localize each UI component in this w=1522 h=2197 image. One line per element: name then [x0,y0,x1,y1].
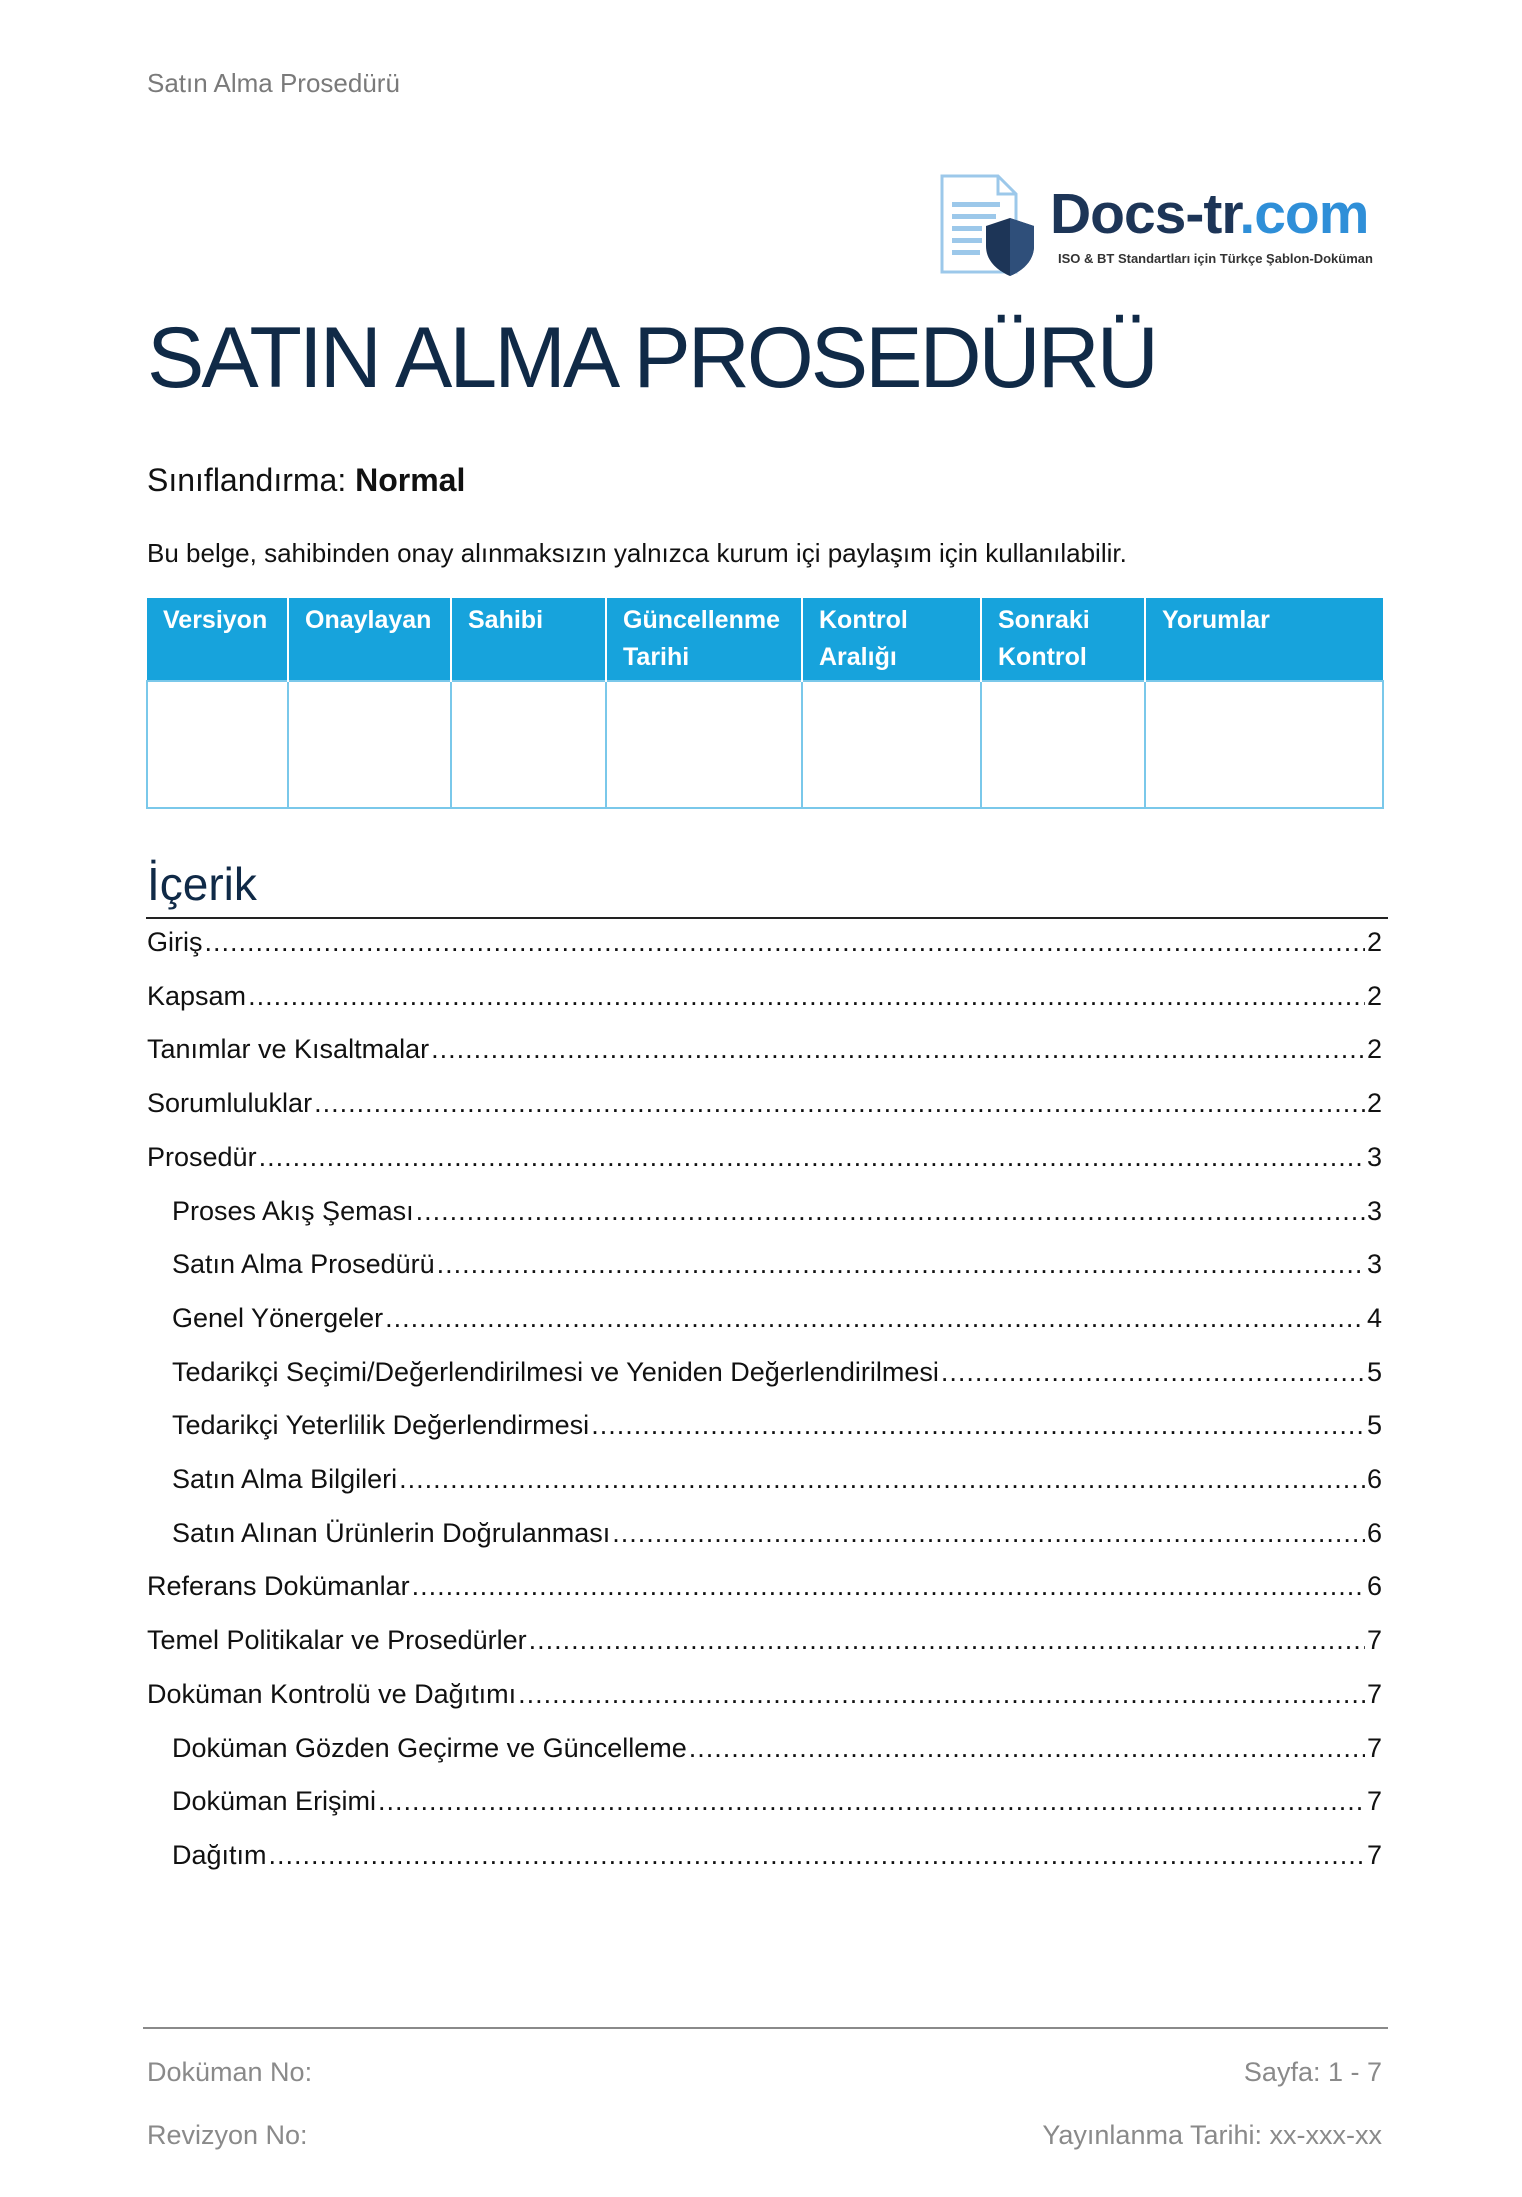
toc-leader-dots [399,1462,1365,1496]
footer-publish-date: Yayınlanma Tarihi: xx-xxx-xx [1042,2120,1382,2150]
toc-leader-dots [378,1784,1365,1818]
toc-entry-label: Genel Yönergeler [172,1303,384,1333]
toc-entry[interactable] [172,1247,1382,1281]
toc-entry-page: 6 [1366,1571,1382,1601]
toc-entry-page: 4 [1366,1303,1382,1333]
toc-entry[interactable] [172,1784,1382,1818]
logo-name-part1: Docs-tr [1050,182,1240,246]
toc-entry-page: 3 [1366,1142,1382,1172]
classification [147,462,465,499]
toc-entry-label: Dağıtım [172,1840,267,1870]
sharing-notice: Bu belge, sahibinden onay alınmaksızın yalnızca kurum içi paylaşım için kullanılabilir. [147,538,1127,568]
column-header-onaylayan: Onaylayan [288,598,451,681]
toc-entry-page: 6 [1366,1464,1382,1494]
toc-entry[interactable] [147,979,1382,1013]
column-header-sahibi: Sahibi [451,598,606,681]
toc-entry-label: Sorumluluklar [147,1088,313,1118]
version-table [146,598,1384,809]
toc-leader-dots [689,1731,1365,1765]
document-title: SATIN ALMA PROSEDÜRÜ [147,310,1156,406]
running-header: Satın Alma Prosedürü [147,68,400,98]
toc-leader-dots [529,1623,1365,1657]
toc-entry-label: Tedarikçi Seçimi/Değerlendirilmesi ve Yeniden Değerlendirilmesi [172,1357,939,1387]
toc-leader-dots [591,1408,1365,1442]
toc-entry-label: Giriş [147,927,203,957]
toc-leader-dots [416,1194,1365,1228]
column-header-guncellenme-tarihi: Güncellenme Tarihi [606,598,802,681]
table-cell[interactable] [1145,681,1383,808]
toc-entry-label: Temel Politikalar ve Prosedürler [147,1625,527,1655]
toc-entry-label: Doküman Erişimi [172,1786,377,1816]
logo-name-part2: .com [1239,182,1369,246]
toc-heading: İçerik [147,858,257,910]
toc-entry-label: Satın Alınan Ürünlerin Doğrulanması [172,1518,611,1548]
footer-page-number: Sayfa: 1 - 7 [1243,2057,1382,2087]
toc-entry-label: Satın Alma Prosedürü [172,1249,435,1279]
toc-entry[interactable] [147,1086,1382,1120]
toc-entry-label: Tanımlar ve Kısaltmalar [147,1034,430,1064]
footer-doc-no: Doküman No: [147,2057,313,2087]
toc-entry[interactable] [172,1516,1382,1550]
toc-entry-page: 2 [1366,927,1382,957]
toc-entry-page: 2 [1366,981,1382,1011]
toc-entry[interactable] [172,1731,1382,1765]
toc-entry-page: 5 [1366,1357,1382,1387]
toc-entry-page: 2 [1366,1034,1382,1064]
toc-leader-dots [437,1247,1365,1281]
table-cell[interactable] [288,681,451,808]
toc-entry-page: 3 [1366,1249,1382,1279]
toc-entry[interactable] [172,1462,1382,1496]
toc-leader-dots [269,1838,1365,1872]
toc-entry-label: Tedarikçi Yeterlilik Değerlendirmesi [172,1410,590,1440]
toc-entry[interactable] [172,1194,1382,1228]
toc-entry-label: Referans Dokümanlar [147,1571,410,1601]
toc-entry[interactable] [147,1140,1382,1174]
toc-entry-page: 7 [1366,1786,1382,1816]
toc-entry-page: 7 [1366,1840,1382,1870]
table-cell[interactable] [802,681,981,808]
toc-entry[interactable] [172,1408,1382,1442]
toc-leader-dots [259,1140,1365,1174]
table-cell[interactable] [147,681,288,808]
toc-entry-page: 2 [1366,1088,1382,1118]
toc-entry[interactable] [147,1032,1382,1066]
toc-entry-page: 7 [1366,1679,1382,1709]
toc-entry-label: Doküman Gözden Geçirme ve Güncelleme [172,1733,687,1763]
toc-entry[interactable] [147,1677,1382,1711]
toc-leader-dots [431,1032,1365,1066]
toc-entry-page: 6 [1366,1518,1382,1548]
toc-leader-dots [205,925,1365,959]
toc-leader-dots [248,979,1365,1013]
toc-entry-label: Kapsam [147,981,247,1011]
toc-entry[interactable] [172,1301,1382,1335]
toc-entry-label: Proses Akış Şeması [172,1196,414,1226]
toc-leader-dots [412,1569,1365,1603]
table-row [147,681,1383,808]
toc-leader-dots [518,1677,1365,1711]
classification-value: Normal [355,462,466,498]
logo [938,168,1388,278]
table-cell[interactable] [981,681,1145,808]
classification-label: Sınıflandırma: [147,462,347,498]
toc-entry[interactable] [172,1838,1382,1872]
toc-leader-dots [314,1086,1365,1120]
toc-entry[interactable] [172,1355,1382,1389]
table-cell[interactable] [606,681,802,808]
column-header-yorumlar: Yorumlar [1145,598,1383,681]
toc-entry-label: Satın Alma Bilgileri [172,1464,398,1494]
document-shield-icon [938,168,1048,278]
toc-entry[interactable] [147,925,1382,959]
column-header-versiyon: Versiyon [147,598,288,681]
toc-entry-page: 7 [1366,1625,1382,1655]
toc-divider [146,917,1388,919]
toc-leader-dots [612,1516,1365,1550]
toc-entry[interactable] [147,1623,1382,1657]
toc-entry[interactable] [147,1569,1382,1603]
footer-revision-no: Revizyon No: [147,2120,308,2150]
toc-entry-page: 3 [1366,1196,1382,1226]
toc-leader-dots [941,1355,1365,1389]
column-header-kontrol-araligi: Kontrol Aralığı [802,598,981,681]
toc-entry-label: Doküman Kontrolü ve Dağıtımı [147,1679,517,1709]
toc-entry-page: 5 [1366,1410,1382,1440]
toc-entry-page: 7 [1366,1733,1382,1763]
toc-entry-label: Prosedür [147,1142,257,1172]
toc-leader-dots [385,1301,1365,1335]
logo-tagline: ISO & BT Standartları için Türkçe Şablon-Doküman [1058,251,1373,266]
footer-divider [143,2027,1388,2029]
column-header-sonraki-kontrol: Sonraki Kontrol [981,598,1145,681]
table-cell[interactable] [451,681,606,808]
logo-wordmark [1050,182,1369,246]
